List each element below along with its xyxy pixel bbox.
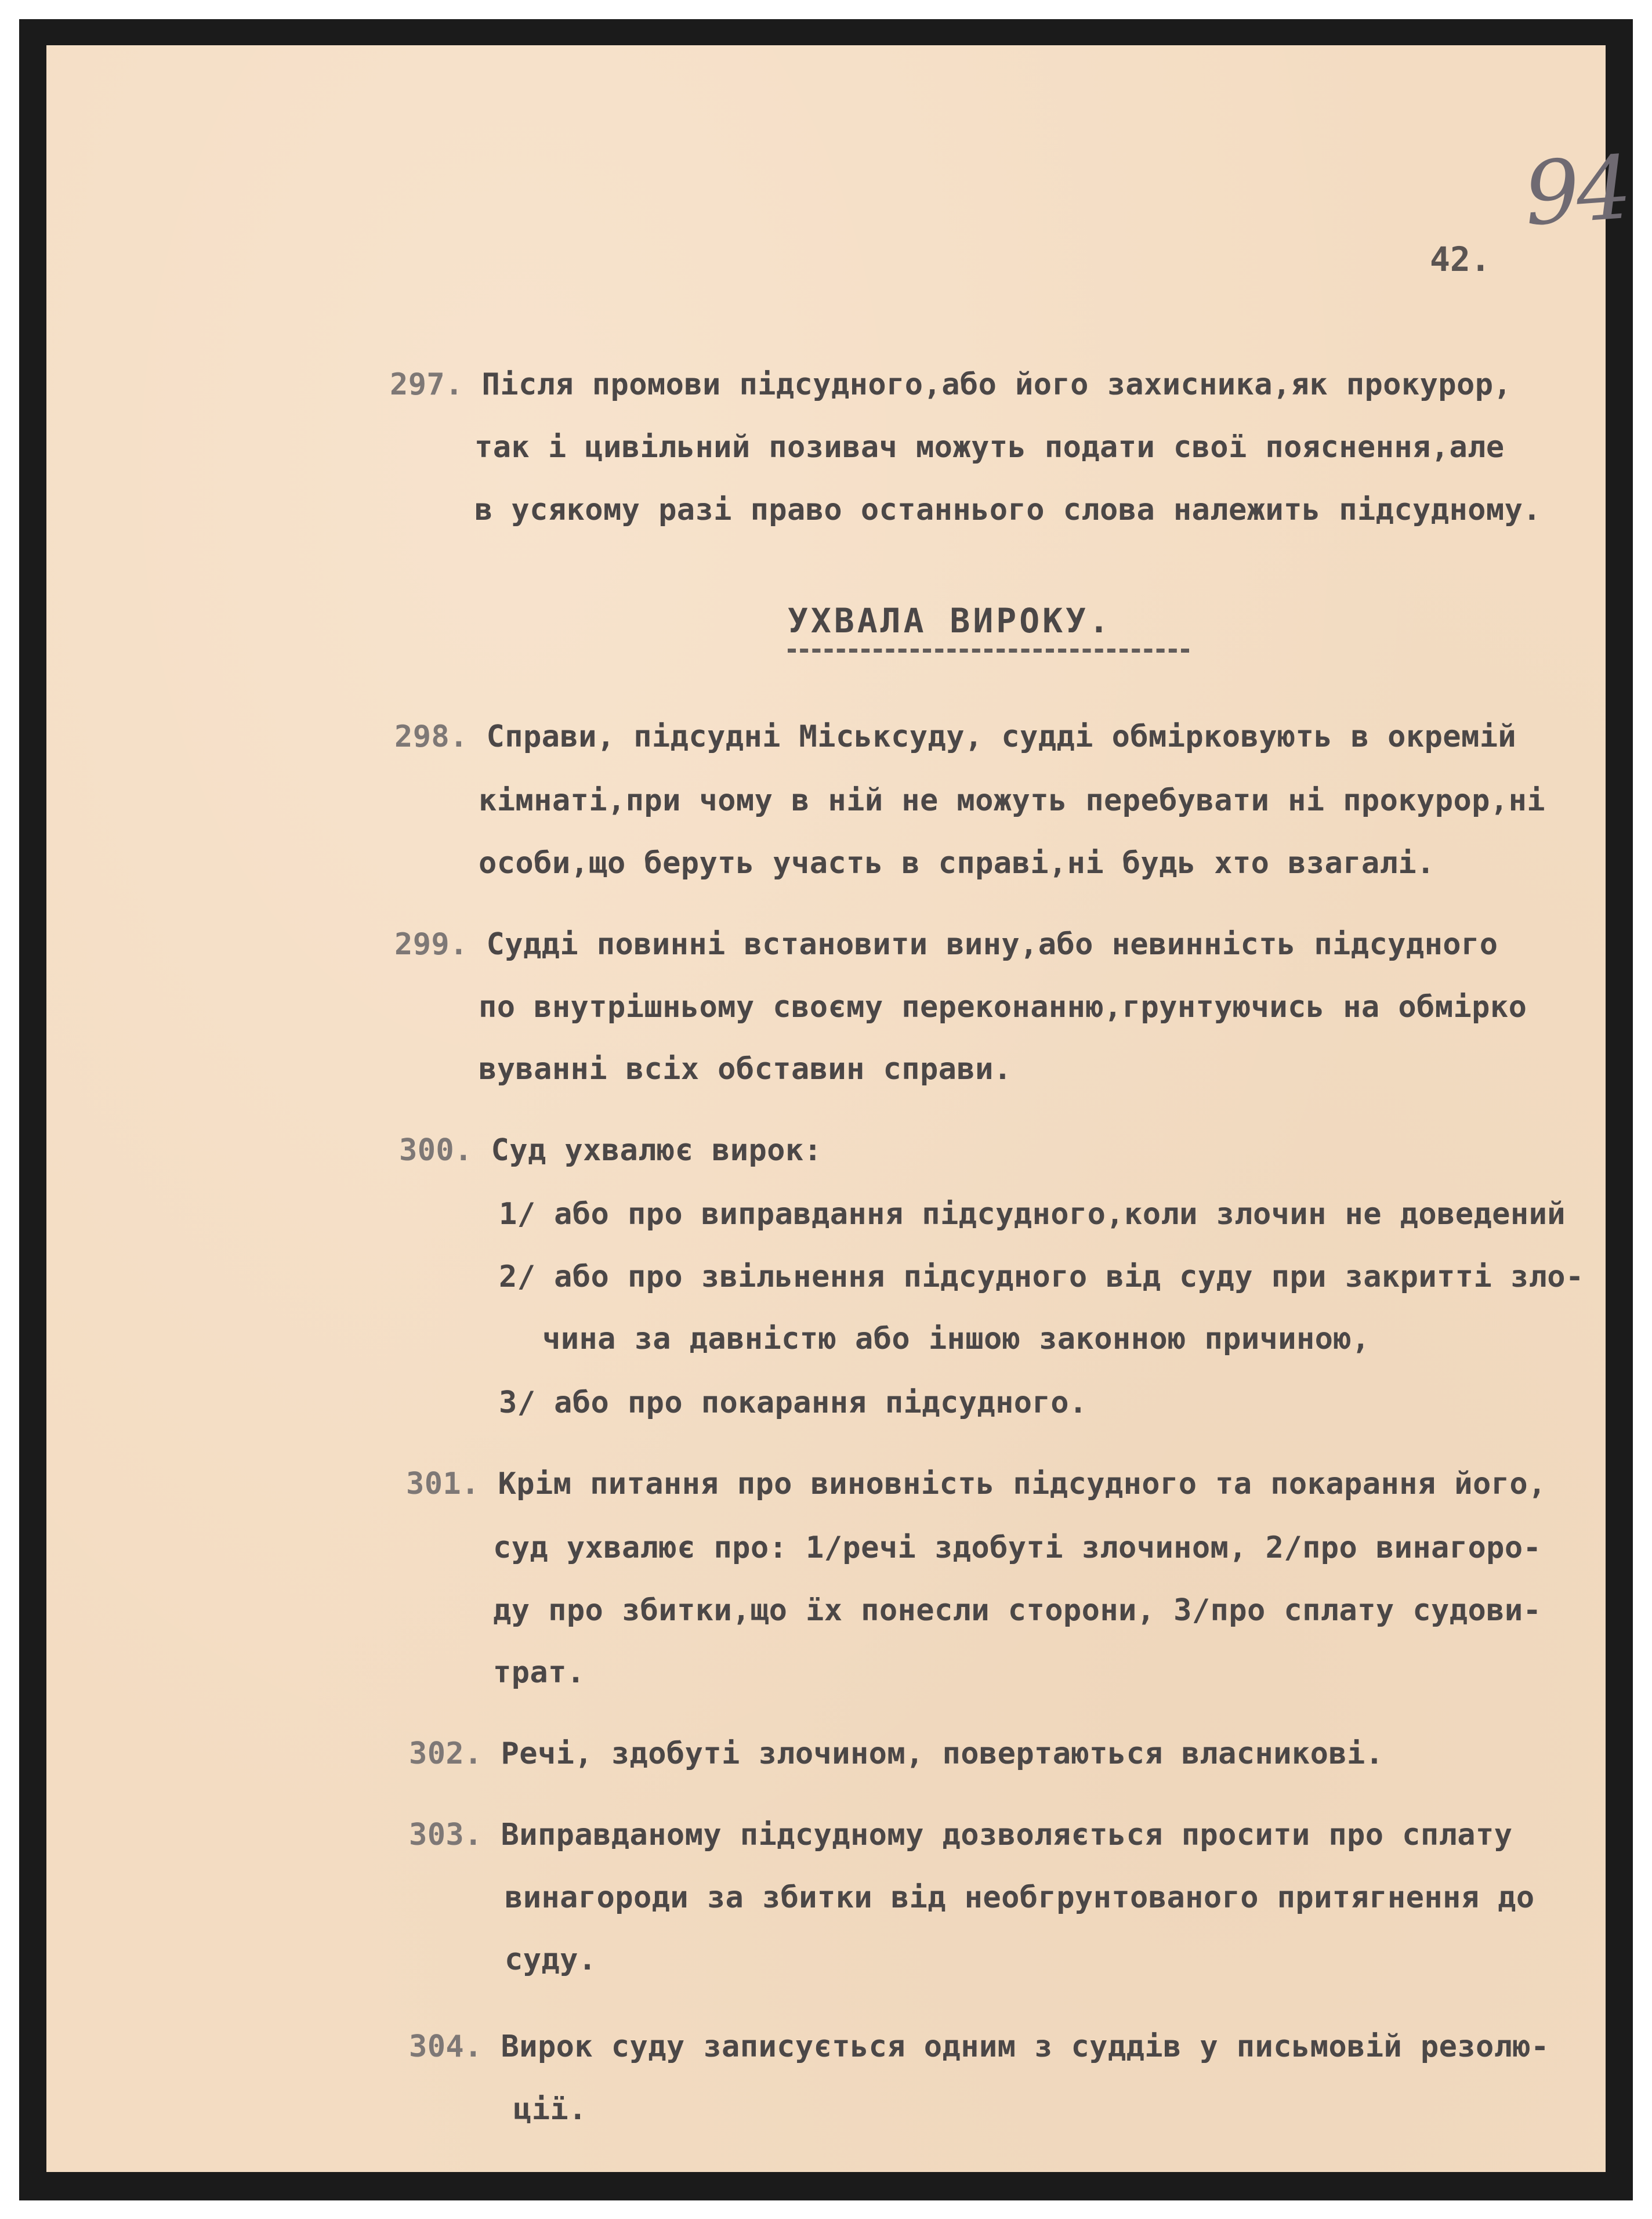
paragraph-298-line-3: особи,що беруть участь в справі,ні будь хто взагалі. [479,846,1435,881]
paragraph-300-line-4: чина за давністю або іншою законною причиною, [542,1322,1370,1356]
paragraph-304-line-1: 304. Вирок суду записується одним з суддів у письмовій резолю- [409,2029,1549,2064]
paragraph-number: 298. [394,719,468,754]
paragraph-298-line-1: 298. Справи, підсудні Міськсуду, судді обмірковують в окремій [394,719,1517,754]
paragraph-number: 301. [406,1467,480,1501]
paragraph-number: 299. [394,927,468,962]
paragraph-number: 302. [409,1736,483,1771]
document-page [46,45,1632,2172]
paragraph-number: 297. [390,367,463,402]
paragraph-300-line-2: 1/ або про виправдання підсудного,коли злочин не доведений [499,1197,1566,1232]
paragraph-299-line-1: 299. Судді повинні встановити вину,або невинність підсудного [394,927,1498,962]
handwritten-folio-number: 94 [1521,137,1632,246]
paragraph-number: 300. [399,1133,473,1168]
paragraph-number: 304. [409,2029,483,2064]
paragraph-303-line-1: 303. Виправданому підсудному дозволяється просити про сплату [409,1818,1513,1852]
section-heading: УХВАЛА ВИРОКУ. [788,601,1112,640]
paragraph-300-line-5: 3/ або про покарання підсудного. [499,1385,1088,1420]
paragraph-303-line-2: винагороди за збитки від необгрунтованого притягнення до [505,1880,1535,1915]
paragraph-297-line-2: так і цивільний позивач можуть подати свої пояснення,але [474,430,1505,465]
paragraph-299-line-2: по внутрішньому своєму переконанню,грунтуючись на обмірко [479,990,1527,1025]
page-number: 42. [1430,240,1491,279]
paragraph-297-line-3: в усякому разі право останнього слова належить підсудному. [474,493,1541,527]
paragraph-301-line-1: 301. Крім питання про виновність підсудного та покарання його, [406,1467,1546,1501]
paragraph-number: 303. [409,1818,483,1852]
paragraph-297-line-1: 297. Після промови підсудного,або його захисника,як прокурор, [390,367,1512,402]
paragraph-304-line-2: ції. [513,2092,587,2127]
paragraph-301-line-4: трат. [493,1655,585,1690]
paragraph-299-line-3: вуванні всіх обставин справи. [479,1052,1012,1087]
paragraph-300-line-1: 300. Суд ухвалює вирок: [399,1133,823,1168]
paragraph-303-line-3: суду. [505,1942,597,1977]
paragraph-302-line-1: 302. Речі, здобуті злочином, повертаються власникові. [409,1736,1384,1771]
paragraph-298-line-2: кімнаті,при чому в ній не можуть перебувати ні прокурор,ні [479,783,1545,818]
paragraph-301-line-2: суд ухвалює про: 1/речі здобуті злочином, 2/про винагоро- [493,1530,1542,1565]
document-frame [19,19,1633,2200]
heading-underline [788,649,1189,653]
paragraph-300-line-3: 2/ або про звільнення підсудного від суду при закритті зло- [499,1259,1584,1294]
paragraph-301-line-3: ду про збитки,що їх понесли сторони, 3/про сплату судови- [493,1593,1542,1628]
